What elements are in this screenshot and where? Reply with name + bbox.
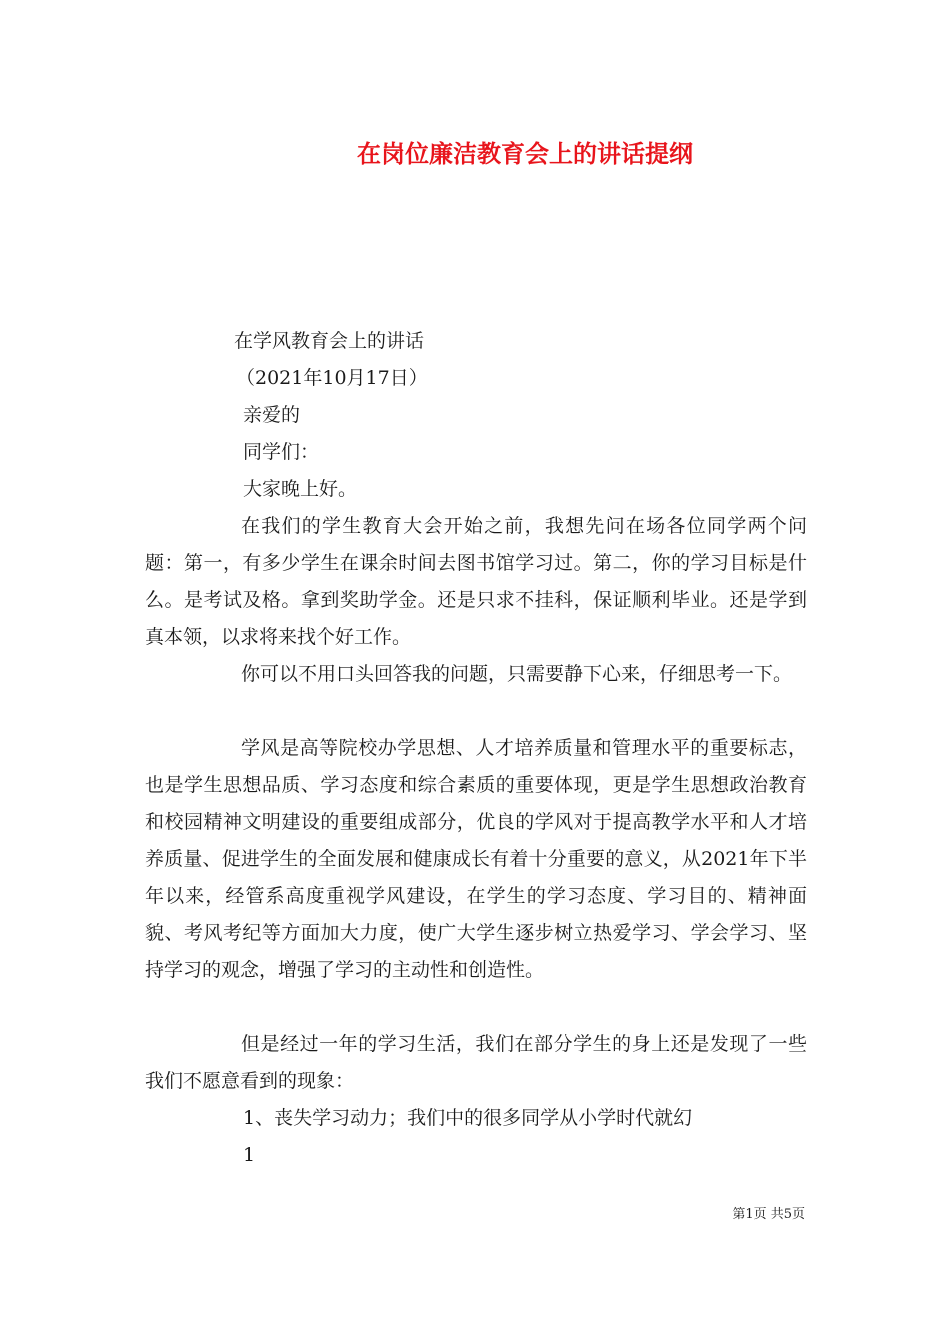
page-footer: 第1页 共5页 [732,1207,805,1222]
salutation-line-1: 亲爱的 [243,404,301,426]
speech-date: （2021年10月17日） [236,367,428,389]
paragraph-think: 你可以不用口头回答我的问题，只需要静下心来，仔细思考一下。 [241,663,793,685]
list-item: 1、丧失学习动力；我们中的很多同学从小学时代就幻 [243,1107,693,1129]
paragraph-study-style: 学风是高等院校办学思想、人才培养质量和管理水平的重要标志，也是学生思想品质、学习态度和综合素质的重要体现，更是学生思想政治教育和校园精神文明建设的重要组成部分，优良的学风对于提高教学水平和人才培养质量、促进学生的全面发展和健康成长有着十分重要的意义，从2021年下半年以来，经管系高度重视学风建设，在学生的学习态度、学习目的、精神面貌、考风考纪等方面加大力度，使广大学生逐步树立热爱学习、学会学习、坚持学习的观念，增强了学习的主动性和创造性。 [145,737,807,981]
paragraph-questions: 在我们的学生教育大会开始之前，我想先问在场各位同学两个问题：第一，有多少学生在课余时间去图书馆学习过。第二，你的学习目标是什么。是考试及格。拿到奖助学金。还是只求不挂科，保证顺利毕业。还是学到真本领，以求将来找个好工作。 [145,515,807,648]
paragraph-phenomena: 但是经过一年的学习生活，我们在部分学生的身上还是发现了一些我们不愿意看到的现象： [145,1033,807,1092]
speech-title: 在学风教育会上的讲话 [234,330,425,352]
greeting: 大家晚上好。 [243,478,358,500]
page-marker: 1 [243,1144,256,1166]
salutation-line-2: 同学们： [243,441,320,463]
page-title: 在岗位廉洁教育会上的讲话提纲 [357,139,693,168]
